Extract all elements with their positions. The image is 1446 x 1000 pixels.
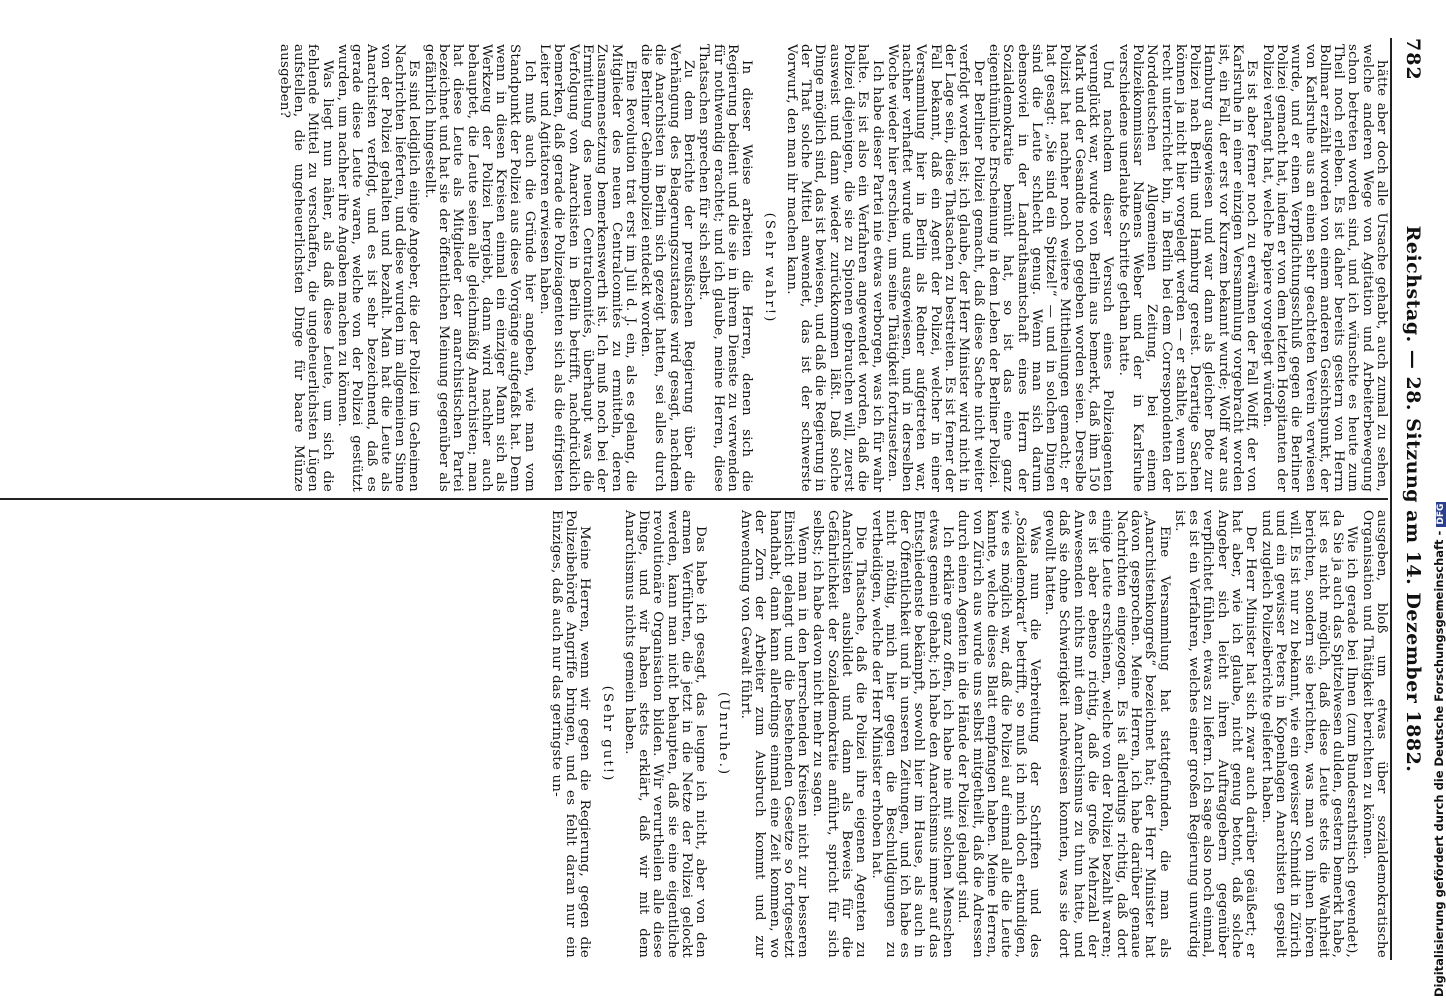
paragraph: Der Berliner Polizei gemacht, daß diese Sache nicht weiter verfolgt worden ist; ich glaube, der Herr Minister wird nicht in der Lage sein, diese Thatsachen zu bestreiten. Es ist ferner der Fall bekannt, daß ein Agent der Polizei, welcher in einer Versammlung hier in Berlin als Redner aufgetreten war, nachher verhaftet wurde und ausgewiesen, und in derselben Woche wieder hier erschien, um seine Thätigkeit fortzusetzen. <box>884 44 986 492</box>
credit-text: Digitalisierung gefördert durch die Deutsche Forschungsgemeinschaft - <box>1432 530 1446 997</box>
paragraph: Und nachdem dieser Versuch eines Polizeiagenten verunglückt war, wurde von Berlin aus bemerkt, daß ihm 150 Mark und der Gesandte noch gegeben worden seien. Derselbe Polizist hat nachher noch weitere Mittheilungen gemacht; er hat gesagt: „Sie sind ein Spitzel!“ — und in solchen Dingen sind die Leute schlecht genug. Wenn man sich darum ebensoviel in der Landrathsamtschaft eines Herrn der Sozialdemokratie bemüht hat, so ist das eine ganz eigenthümliche Erscheinung in dem Leben der Berliner Polizei. <box>985 44 1116 492</box>
interjection: (Sehr gut!) <box>599 685 615 783</box>
right-column <box>8 510 1388 958</box>
paragraph: In dieser Weise arbeiten die Herren, denen sich die Regierung bedient und die sie in ihrem Dienste zu verwenden für nothwendig erachtet; und ich glaube, meine Herren, diese Thatsachen sprechen für sich selbst. <box>696 44 755 492</box>
paragraph: Meine Herren, wenn wir gegen die Regierung, gegen die Polizeibehörde Angriffe bringen, und es fehlt daran nur ein Einziges, daß auch nur das geringste un- <box>548 510 593 958</box>
paragraph: hätte aber doch alle Ursache gehabt, auch zumal zu sehen, welche anderen Wege von Agitation und Arbeiterbewegung schon betreten worden sind, und ich wünschte es heute zum Theil noch erleben. Es ist daher bereits gestern von Herrn Bollmar erzählt worden von einem anderen Gesichtspunkt, der von Karlsruhe aus an einen sehr geachteten Verein verwiesen wurde, und er einen Verpflichtungsschluß gegen die Berliner Polizei gemacht hat, indem er von dem letzten Hospitanten der Polizei verlangt hat, welche Papiere vorgelegt würden. <box>1259 44 1389 492</box>
paragraph: Ich muß auch die Gründe hier angeben, wie man vom Standpunkt der Polizei aus diese Vorgänge aufgefaßt hat. Denn wenn in diesen Kreisen einmal ein einziger Mann sich als Werkzeug der Polizei hergiebt, dann wird nachher auch behauptet, die Leute seien alle gleichmäßig Anarchisten; man hat diese Leute als Mitglieder der anarchistischen Partei bezeichnet und hat sie der öffentlichen Meinung gegenüber als gefährlich hingestellt. <box>421 44 537 492</box>
digitization-credit <box>1418 300 1446 1000</box>
interjection: (Sehr wahr!) <box>761 212 777 324</box>
page-number: 782 <box>1402 38 1424 81</box>
paragraph: Was nun die Verbreitung der Schriften und des „Sozialdemokrat“ betrifft, so muß ich mich doch erkundigen, wie es möglich war, daß die Polizei auf einmal alle die Leute kannte, welche dieses Blatt empfangen haben. Meine Herren, von Zürich aus wurde uns selbst mitgetheilt, daß die Adressen durch einen Agenten in die Hände der Polizei gelangt sind. <box>955 510 1042 958</box>
paragraph: Eine Revolution trat erst im Juli d. J. ein, als es gelang, die Mitglieder des neuen Centralcomités zu ermitteln, deren Zusammensetzung bemerkenswerth ist. Ich muß noch bei der Ermittelung des neuen Centralcomités, überhaupt was die Verfolgung von Anarchisten in Berlin betrifft, nachdrücklich bemerken, daß gerade die Polizeiagenten sich als die eifrigsten Leiter und Agitatoren erwiesen haben. <box>537 44 638 492</box>
paragraph: Wenn man in den herrschenden Kreisen nicht zur besseren Einsicht gelangt und die bestehenden Gesetze so fortgesetzt handhabt, dann kann allerdings einmal eine Zeit kommen, wo der Zorn der Arbeiter zum Ausbruch kommt und zur Anwendung von Gewalt führt. <box>737 510 811 958</box>
paragraph: Was liegt nun näher, als daß diese Leute, um sich die fehlende Mittel zu verschaffen, die ungeheuerlichsten Lügen aufstellen, die ungeheuerlichsten Dinge für baare Münze ausgeben? <box>276 44 335 492</box>
paragraph: Wie ich gerade bei Ihnen (zum Bundesrathstisch gewendet), da Sie ja auch das Spitzelwesen dulden, gestern bemerkt habe, ist es nicht möglich, daß diese Leute stets die Wahrheit berichten, sondern sie berichten, was man von ihnen hören will. Es ist nur zu bekannt, wie ein gewisser Schmidt in Zürich und ein gewisser Peters in Kopenhagen Anarchisten gespielt und zugleich Polizeiberichte geliefert haben. <box>1258 510 1360 958</box>
left-column <box>8 44 1388 492</box>
paragraph: Es ist aber ferner noch zu erwähnen der Fall Wolff, der von Karlsruhe in einer einzigen Versammlung vorgebracht worden ist, ein Fall, der erst vor Kurzem bekannt wurde; Wolff war aus Hamburg ausgewiesen und war dann als gleicher Bote zur Polizei nach Berlin und Hamburg gereist. Derartige Sachen können ja nicht hier vorgelegt werden — er stahlte, wenn ich recht unterrichtet bin, in Berlin bei dem Correspondenten der Norddeutschen Allgemeinen Zeitung, bei einem Polizeikommissar Namens Weber und der in Karlsruhe verschiedene unerlaubte Schritte gethan hatte. <box>1115 44 1260 492</box>
credit-line <box>1432 502 1446 997</box>
paragraph: Der Herr Minister hat sich zwar auch darüber geäußert; er hat aber, wie ich glaube, nicht genug betont, daß solche Angeber sich leicht ihren Auftraggebern gegenüber verpflichtet fühlen, etwas zu liefern. Ich sage also noch einmal, es ist ein Verfahren, welches einer großen Regierung unwürdig ist. <box>1171 510 1259 958</box>
paragraph: Das habe ich gesagt, das leugne ich nicht, aber von den armen Verführten, die jetzt in die Netze der Polizei gelockt werden, kann man nicht behaupten, daß sie eine eigentliche revolutionäre Organisation bilden. Wir verurtheilen alle diese Dinge, und wir haben stets erklärt, daß wir mit dem Anarchismus nichts gemein haben. <box>621 510 709 958</box>
paragraph: Es sind lediglich einige Angeber, die der Polizei im Geheimen Nachrichten lieferten, und diese wurden im allgemeinen Sinne von der Polizei gehalten und bezahlt. Man hat die Leute als Anarchisten verfolgt, und es ist sehr bezeichnend, daß es gerade diese Leute waren, welche von der Polizei gestützt wurden, um nachher ihre Angaben machen zu können. <box>334 44 422 492</box>
dfg-logo: DFG <box>1436 503 1446 525</box>
interjection: (Unruhe.) <box>715 691 731 777</box>
paragraph: Ich habe dieser Partei nie etwas verborgen, was ich für wahr halte. Es ist also ein Verfahren angewendet worden, daß die Polizei diejenigen, die sie zu Spionen gebrauchen will, zuerst ausweist und dann wieder zurückkommen läßt. Daß solche Dinge möglich sind, das ist bewiesen, und daß die Regierung in der That solche Mittel anwendet, das ist der schwerste Vorwurf, den man ihr machen kann. <box>783 44 885 492</box>
paragraph: Zu dem Berichte der preußischen Regierung über die Verhängung des Belagerungszustandes wird gesagt, nachdem die Anarchisten in Berlin sich gezeigt hatten, sei alles durch die Berliner Geheimpolizei entdeckt worden. <box>638 44 697 492</box>
paragraph: Eine Versammlung hat stattgefunden, die man als „Anarchistenkongreß“ bezeichnet hat; der Herr Minister hat davon gesprochen. Meine Herren, ich habe darüber genaue Nachrichten eingezogen. Es ist allerdings richtig, daß dort einige Leute erschienen, welche von der Polizei bezahlt waren; es ist aber ebenso richtig, daß die große Mehrzahl der Anwesenden nichts mit dem Anarchismus zu thun hatte, und daß sie ohne Schwierigkeit nachweisen konnten, was sie dort gewollt hatten. <box>1042 510 1172 958</box>
paragraph: Ich erkläre ganz offen, ich habe nie mit solchen Menschen etwas gemein gehabt; ich habe den Anarchismus immer auf das Entschiedenste bekämpft, sowohl hier im Hause, als auch in der Öffentlichkeit und in unseren Zeitungen, und ich habe es nicht nöthig, mich hier gegen die Beschuldigungen zu vertheidigen, welche der Herr Minister erhoben hat. <box>868 510 956 958</box>
paragraph: Die Thatsache, daß die Polizei ihre eigenen Agenten zu Anarchisten ausbildet und dann als Beweis für die Gefährlichkeit der Sozialdemokratie anführt, spricht für sich selbst; ich habe davon nicht mehr zu sagen. <box>810 510 869 958</box>
column-divider <box>0 498 1388 500</box>
page-title: Reichstag. — 28. Sitzung am 14. Dezember 1882. <box>1402 225 1424 773</box>
header-rule <box>1390 38 1392 960</box>
paragraph: ausgeben, bloß um etwas über sozialdemokratische Organisation und Thätigkeit berichten zu können. <box>1359 510 1389 958</box>
